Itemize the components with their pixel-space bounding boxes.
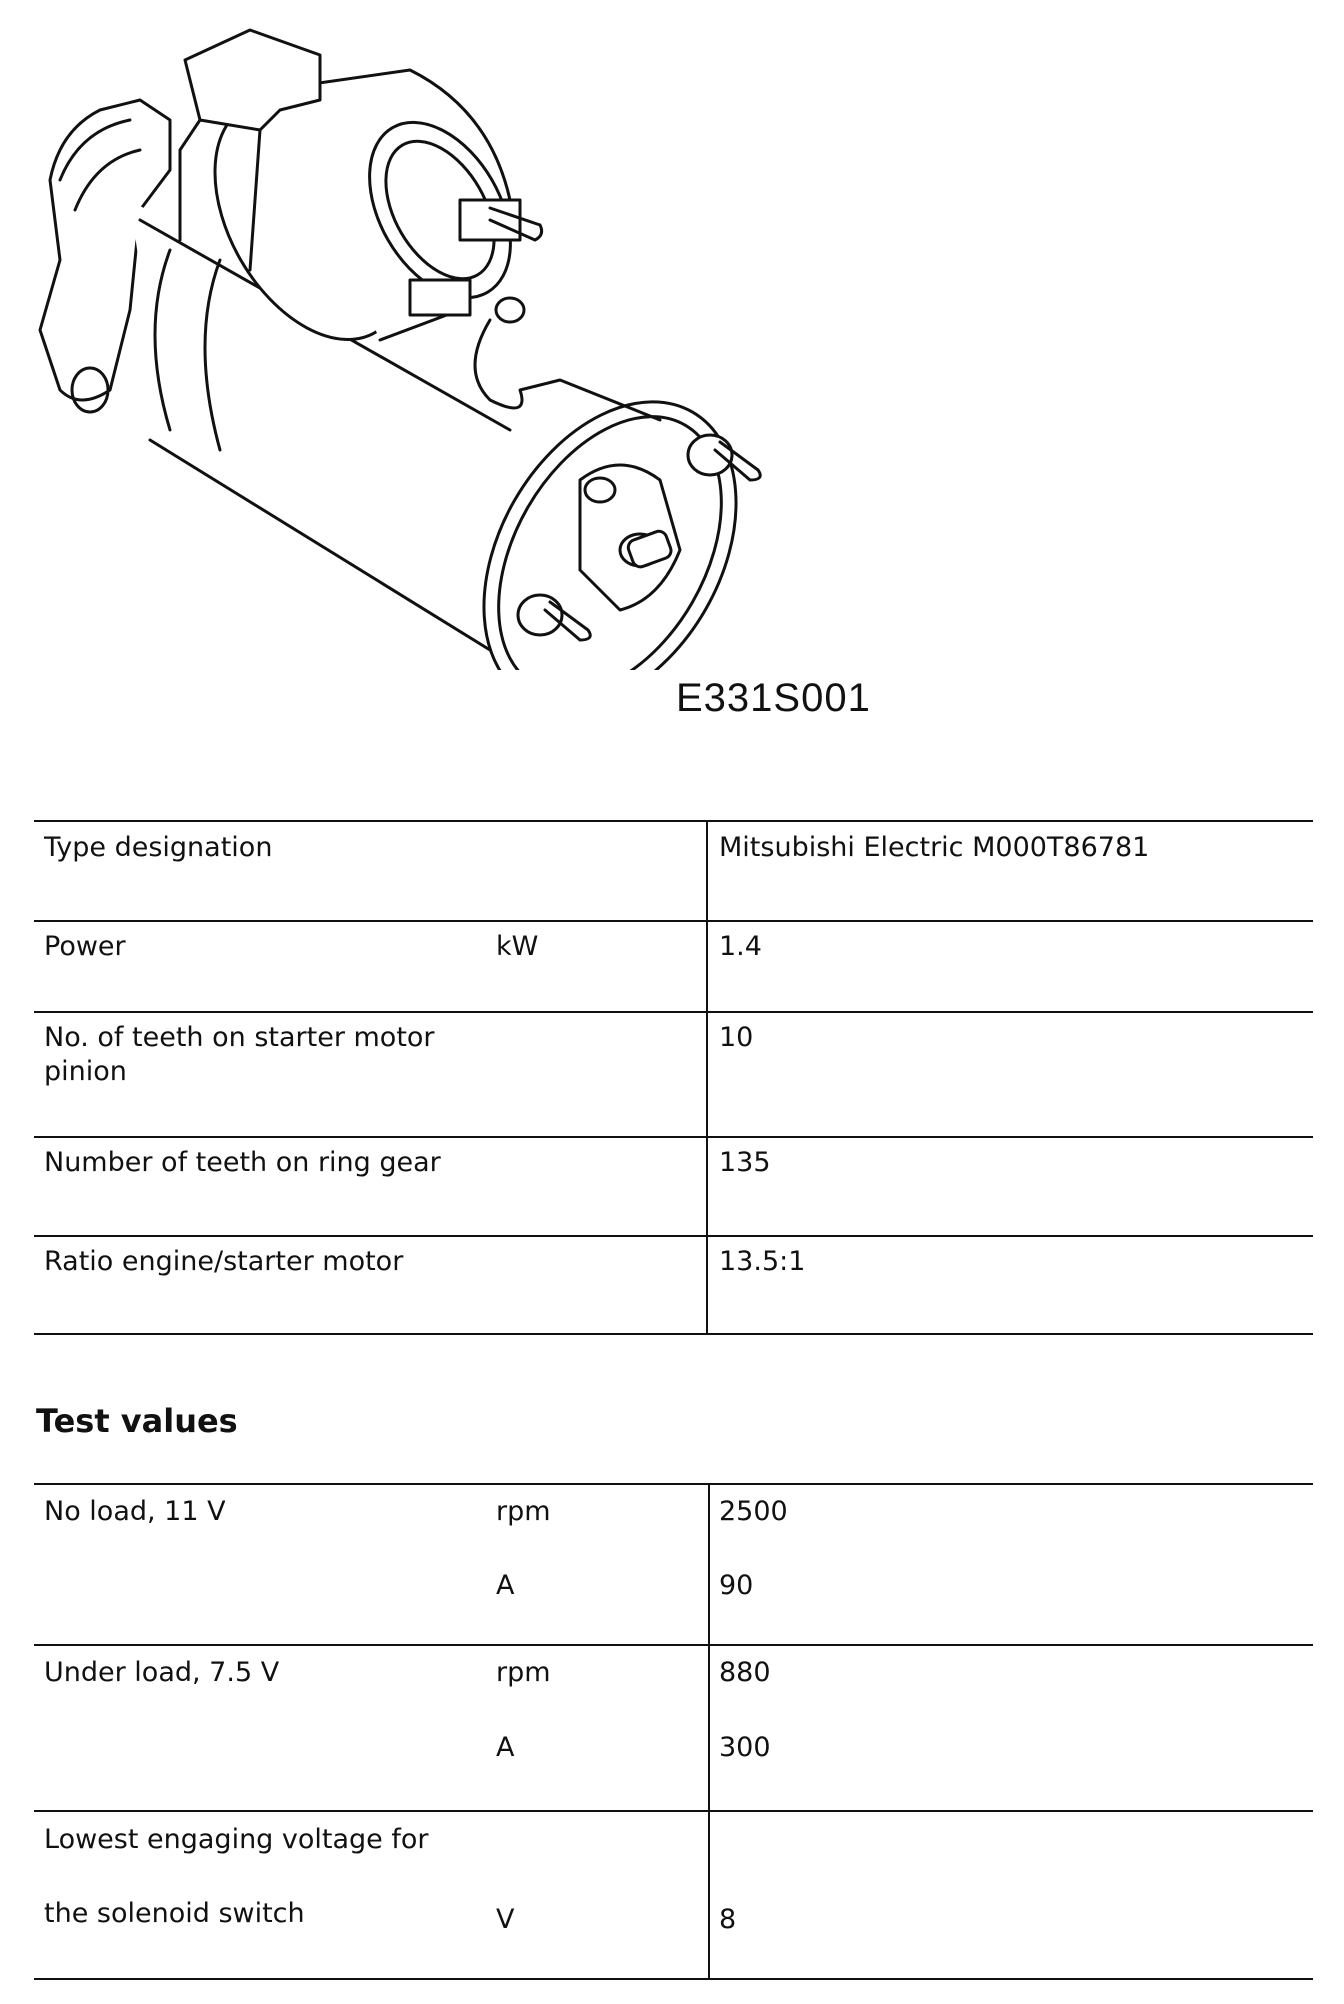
table-rule xyxy=(34,1483,1313,1485)
test-unit: A xyxy=(496,1732,515,1763)
table-rule xyxy=(34,1810,1313,1812)
test-unit: rpm xyxy=(496,1657,551,1688)
spec-value: 1.4 xyxy=(719,931,762,962)
test-value: 880 xyxy=(719,1657,771,1688)
table-rule xyxy=(34,1011,1313,1013)
spec-value: 13.5:1 xyxy=(719,1246,806,1277)
spec-value: 10 xyxy=(719,1022,754,1053)
table-rule xyxy=(34,1136,1313,1138)
table-rule xyxy=(34,1333,1313,1335)
starter-motor-illustration xyxy=(20,10,780,670)
test-unit: V xyxy=(496,1904,515,1935)
test-values-table xyxy=(34,1483,1313,1983)
spec-value: Mitsubishi Electric M000T86781 xyxy=(719,832,1150,863)
column-divider xyxy=(708,1483,710,1980)
test-unit: A xyxy=(496,1570,515,1601)
table-rule xyxy=(34,1978,1313,1980)
test-value: 8 xyxy=(719,1904,737,1935)
table-rule xyxy=(34,1235,1313,1237)
spec-label: Type designation xyxy=(44,832,273,863)
spec-label: Number of teeth on ring gear xyxy=(44,1147,441,1178)
column-divider xyxy=(706,820,708,1335)
test-label: No load, 11 V xyxy=(44,1496,226,1527)
table-rule xyxy=(34,920,1313,922)
spec-label: Power xyxy=(44,931,126,962)
test-unit: rpm xyxy=(496,1496,551,1527)
spec-label: No. of teeth on starter motor xyxy=(44,1022,435,1053)
spec-label: Ratio engine/starter motor xyxy=(44,1246,404,1277)
figure-caption: E331S001 xyxy=(676,676,871,720)
test-value: 90 xyxy=(719,1570,754,1601)
spec-table xyxy=(34,820,1313,1340)
section-title: Test values xyxy=(36,1402,238,1440)
test-label: Under load, 7.5 V xyxy=(44,1657,280,1688)
spec-value: 135 xyxy=(719,1147,771,1178)
test-value: 2500 xyxy=(719,1496,788,1527)
table-rule xyxy=(34,820,1313,822)
test-value: 300 xyxy=(719,1732,771,1763)
test-label: Lowest engaging voltage for xyxy=(44,1824,429,1855)
table-rule xyxy=(34,1644,1313,1646)
spec-label: pinion xyxy=(44,1056,127,1087)
test-label: the solenoid switch xyxy=(44,1898,305,1929)
spec-unit: kW xyxy=(496,931,539,962)
